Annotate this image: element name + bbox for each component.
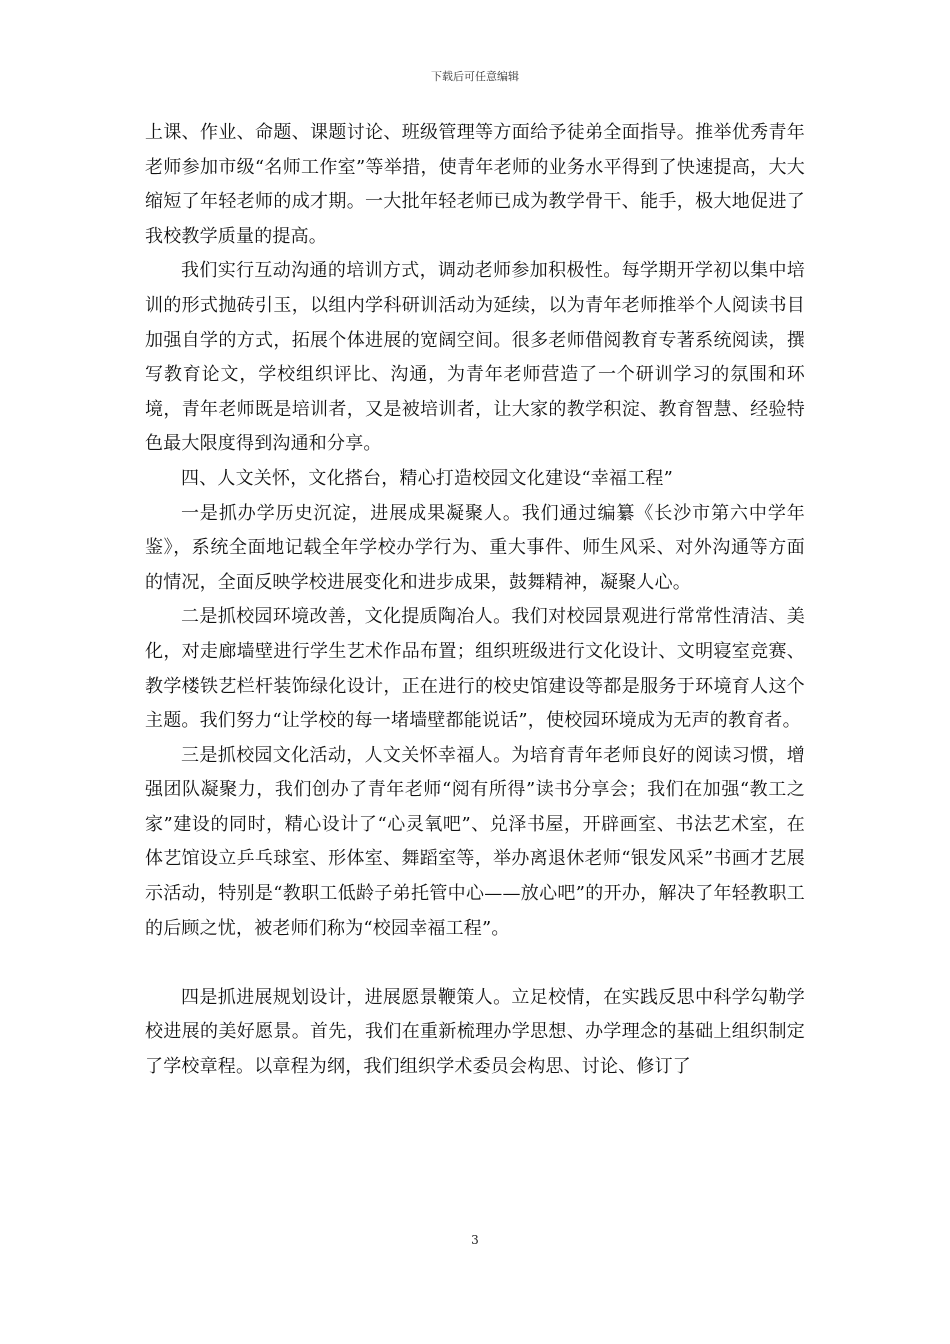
paragraph-continued: 上课、作业、命题、课题讨论、班级管理等方面给予徒弟全面指导。推举优秀青年老师参加市级“名师工作室”等举措，使青年老师的业务水平得到了快速提高，大大缩短了年轻老师的成才期。一大批年轻老师已成为教学骨干、能手，极大地促进了我校教学质量的提高。: [145, 122, 805, 247]
paragraph-planning: 四是抓进展规划设计，进展愿景鞭策人。立足校情，在实践反思中科学勾勒学校进展的美好愿景。首先，我们在重新梳理办学思想、办学理念的基础上组织制定了学校章程。以章程为纲，我们组织学术委员会构思、讨论、修订了: [145, 986, 805, 1078]
section-heading-culture: 四、人文关怀，文化搭台，精心打造校园文化建设“幸福工程”: [181, 467, 674, 489]
paragraph-environment: 二是抓校园环境改善，文化提质陶冶人。我们对校园景观进行常常性清洁、美化，对走廊墙壁进行学生艺术作品布置；组织班级进行文化设计、文明寝室竞赛、教学楼铁艺栏杆装饰绿化设计，正在进行的校史馆建设等都是服务于环境育人这个主题。我们努力“让学校的每一堵墙壁都能说话”，使校园环境成为无声的教育者。: [145, 606, 805, 732]
paragraph-history: 一是抓办学历史沉淀，进展成果凝聚人。我们通过编纂《长沙市第六中学年鉴》，系统全面地记载全年学校办学行为、重大事件、师生风采、对外沟通等方面的情况，全面反映学校进展变化和进步成果，鼓舞精神，凝聚人心。: [145, 502, 805, 593]
page-header: 下载后可任意编辑: [431, 70, 519, 83]
page-number: 3: [471, 1233, 479, 1247]
paragraph-training-method: 我们实行互动沟通的培训方式，调动老师参加积极性。每学期开学初以集中培训的形式抛砖引玉，以组内学科研训活动为延续，以为青年老师推举个人阅读书目加强自学的方式，拓展个体进展的宽阔空间。很多老师借阅教育专著系统阅读，撰写教育论文，学校组织评比、沟通，为青年老师营造了一个研训学习的氛围和环境，青年老师既是培训者，又是被培训者，让大家的教学积淀、教育智慧、经验特色最大限度得到沟通和分享。: [145, 260, 805, 455]
document-body: [145, 116, 805, 1085]
paragraph-activities: 三是抓校园文化活动，人文关怀幸福人。为培育青年老师良好的阅读习惯，增强团队凝聚力，我们创办了青年老师“阅有所得”读书分享会；我们在加强“教工之家”建设的同时，精心设计了“心灵氧吧”、兑泽书屋，开辟画室、书法艺术室，在体艺馆设立乒乓球室、形体室、舞蹈室等，举办离退休老师“银发风采”书画才艺展示活动，特别是“教职工低龄子弟托管中心——放心吧”的开办，解决了年轻教职工的后顾之忧，被老师们称为“校园幸福工程”。: [145, 744, 805, 939]
